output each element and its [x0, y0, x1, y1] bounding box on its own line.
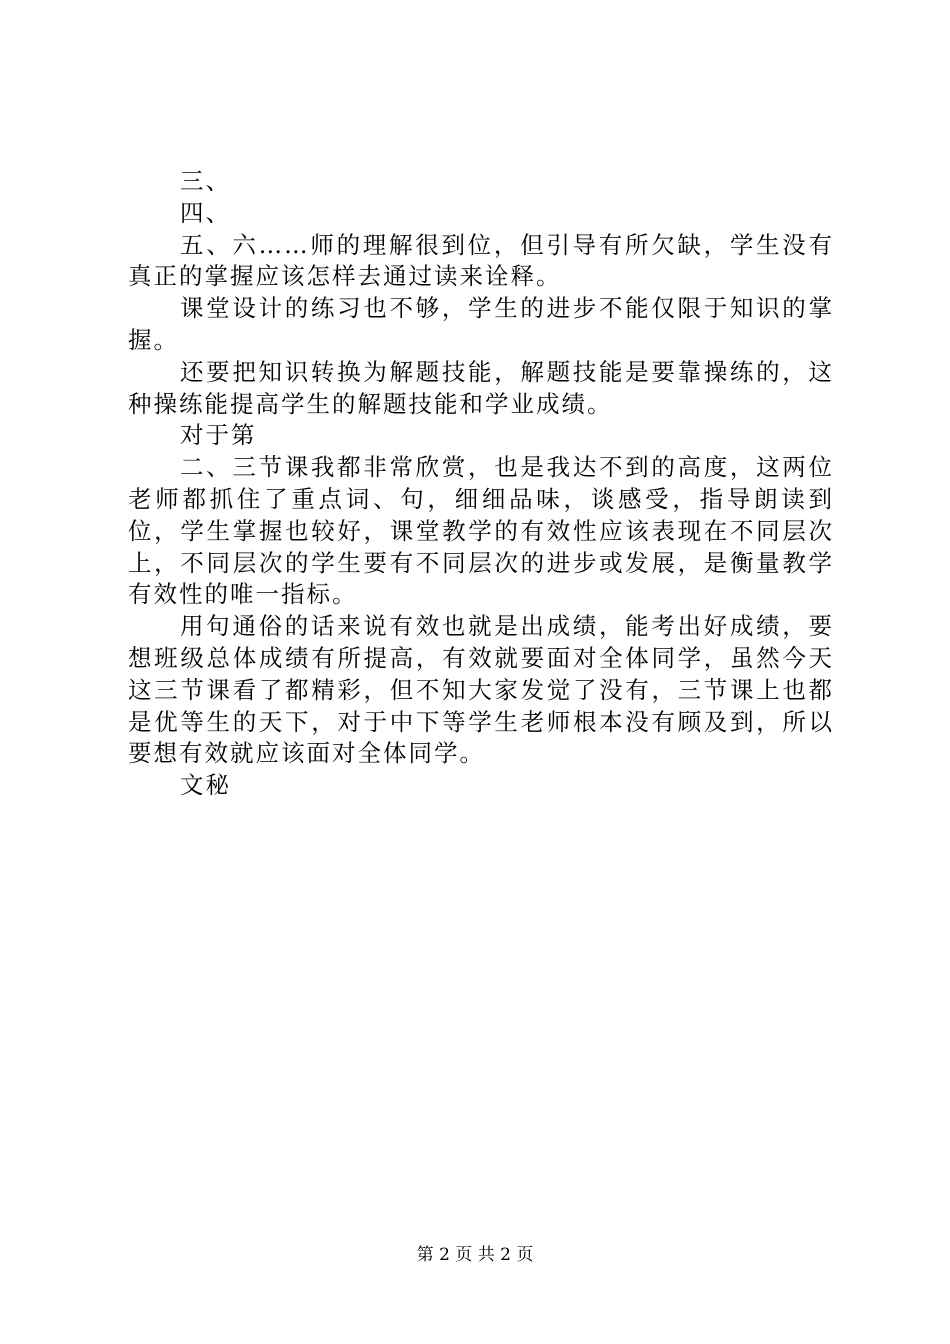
paragraph-8: 用句通俗的话来说有效也就是出成绩，能考出好成绩，要想班级总体成绩有所提高，有效就要面对全体同学，虽然今天这三节课看了都精彩，但不知大家发觉了没有，三节课上也都是优等生的天下，对于中下等学生老师根本没有顾及到，所以要想有效就应该面对全体同学。	[128, 612, 834, 768]
paragraph-7: 二、三节课我都非常欣赏，也是我达不到的高度，这两位老师都抓住了重点词、句，细细品味，谈感受，指导朗读到位，学生掌握也较好，课堂教学的有效性应该表现在不同层次上，不同层次的学生要有不同层次的进步或发展，是衡量教学有效性的唯一指标。	[128, 453, 834, 609]
paragraph-2: 四、	[180, 198, 231, 227]
paragraph-1: 三、	[180, 167, 231, 195]
paragraph-5: 还要把知识转换为解题技能，解题技能是要靠操练的，这种操练能提高学生的解题技能和学业成绩。	[128, 357, 834, 418]
paragraph-4: 课堂设计的练习也不够，学生的进步不能仅限于知识的掌握。	[128, 294, 834, 354]
paragraph-9: 文秘	[180, 771, 231, 800]
page-number-label: 第 2 页 共 2 页	[416, 1245, 534, 1265]
document-body	[128, 166, 834, 802]
paragraph-6: 对于第	[180, 421, 257, 450]
page-footer	[0, 1244, 950, 1266]
paragraph-3: 五、六……师的理解很到位，但引导有所欠缺，学生没有真正的掌握应该怎样去通过读来诠释。	[128, 230, 834, 291]
